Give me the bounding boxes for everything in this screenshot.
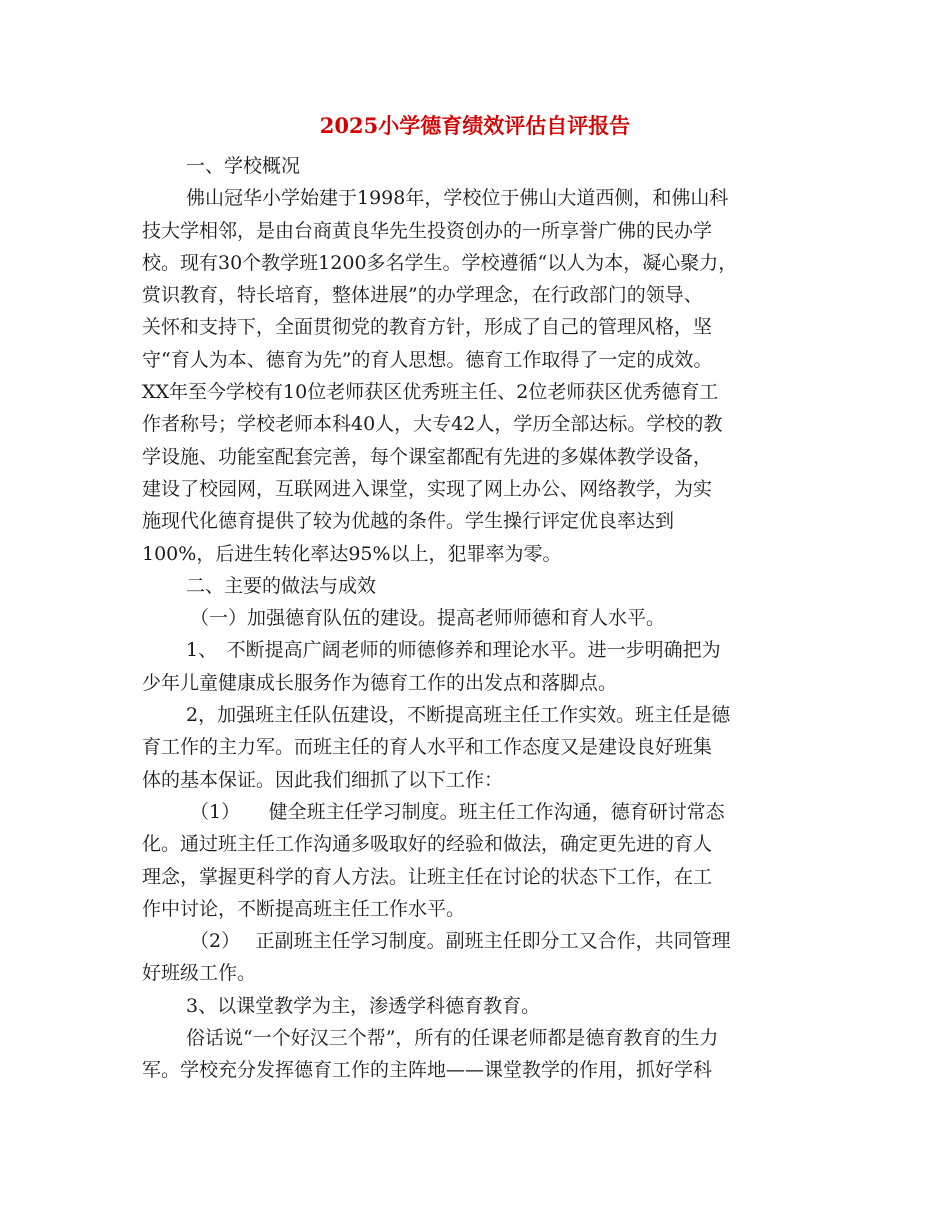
- text-line: 佛山冠华小学始建于1998年，学校位于佛山大道西侧，和佛山科: [186, 187, 729, 210]
- text-line: 关怀和支持下，全面贯彻党的教育方针，形成了自己的管理风格，坚: [142, 316, 713, 339]
- text-line: 好班级工作。: [142, 962, 257, 985]
- text-line: 2，加强班主任队伍建设，不断提高班主任工作实效。班主任是德: [186, 704, 731, 727]
- text-line: 作中讨论，不断提高班主任工作水平。: [142, 897, 466, 920]
- text-line: （一）加强德育队伍的建设。提高老师师德和育人水平。: [190, 607, 666, 630]
- text-line: 军。学校充分发挥德育工作的主阵地——课堂教学的作用，抓好学科: [142, 1059, 713, 1082]
- text-line: 技大学相邻，是由台商黄良华先生投资创办的一所享誉广佛的民办学: [142, 219, 713, 242]
- text-line: 体的基本保证。因此我们细抓了以下工作：: [142, 768, 504, 791]
- text-line: 学设施、功能室配套完善，每个课室都配有先进的多媒体教学设备，: [142, 445, 713, 468]
- text-line: 一、学校概况: [186, 155, 301, 177]
- text-line: 建设了校园网，互联网进入课堂，实现了网上办公、网络教学，为实: [142, 477, 713, 500]
- text-line: 1、 不断提高广阔老师的师德修养和理论水平。进一步明确把为: [186, 639, 721, 662]
- text-line: （1） 健全班主任学习制度。班主任工作沟通，德育研讨常态: [190, 800, 725, 823]
- text-line: 守“育人为本、德育为先”的育人思想。德育工作取得了一定的成效。: [142, 348, 713, 371]
- text-line: 化。通过班主任工作沟通多吸取好的经验和做法，确定更先进的育人: [142, 833, 713, 856]
- text-line: 3、以课堂教学为主，渗透学科德育教育。: [186, 994, 541, 1017]
- text-line: （2） 正副班主任学习制度。副班主任即分工又合作，共同管理: [190, 930, 731, 953]
- document-title: 2025小学德育绩效评估自评报告: [319, 113, 631, 138]
- text-line: 理念，掌握更科学的育人方法。让班主任在讨论的状态下工作，在工: [142, 865, 713, 888]
- text-line: 俗话说“一个好汉三个帮”，所有的任课老师都是德育教育的生力: [186, 1027, 719, 1050]
- text-line: 赏识教育，特长培育，整体进展”的办学理念，在行政部门的领导、: [142, 284, 703, 307]
- text-line: 校。现有30个教学班1200多名学生。学校遵循“以人为本，凝心聚力，: [142, 251, 738, 274]
- text-line: 少年儿童健康成长服务作为德育工作的出发点和落脚点。: [142, 671, 618, 694]
- text-line: 育工作的主力军。而班主任的育人水平和工作态度又是建设良好班集: [142, 736, 713, 759]
- text-line: 施现代化德育提供了较为优越的条件。学生操行评定优良率达到: [142, 510, 675, 533]
- text-line: 二、主要的做法与成效: [186, 574, 377, 597]
- document-body: [142, 150, 822, 1087]
- text-line: 作者称号；学校老师本科40人，大专42人，学历全部达标。学校的教: [142, 413, 723, 436]
- text-line: 100%，后进生转化率达95%以上，犯罪率为零。: [142, 542, 562, 565]
- text-line: XX年至今学校有10位老师获区优秀班主任、2位老师获区优秀德育工: [142, 381, 719, 404]
